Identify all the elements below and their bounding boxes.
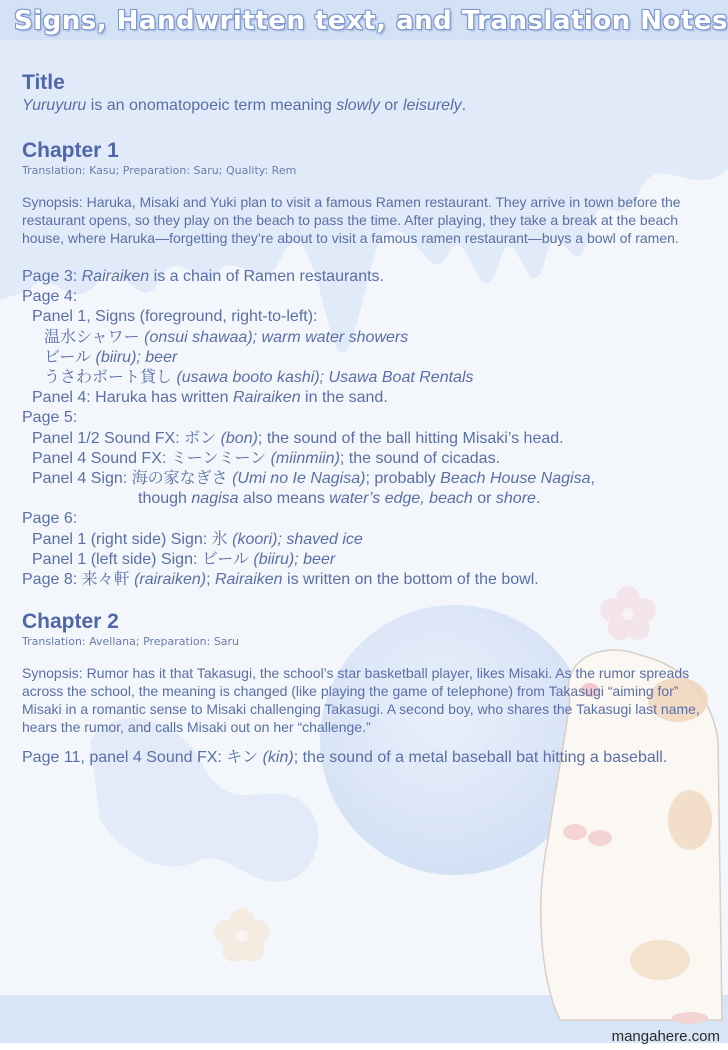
site-watermark: mangahere.com bbox=[611, 1028, 720, 1045]
chapter1-synopsis: Synopsis: Haruka, Misaki and Yuki plan to visit a famous Ramen restaurant. They arrive in town before the restaurant opens, so they play on the beach to pass the time. After playing, they take a break at the beach house, where Haruka—forgetting they’re about to visit a famous ramen restaurant—buys a bowl of ramen. bbox=[22, 194, 681, 246]
chapter1-notes bbox=[22, 267, 722, 590]
page4-panel1: Panel 1, Signs (foreground, right-to-left): bbox=[32, 308, 318, 326]
page6-right-sign: Panel 1 (right side) Sign: 氷 (koori); shaved ice bbox=[32, 530, 363, 548]
title-note: Yuruyuru is an onomatopoeic term meaning slowly or leisurely. bbox=[22, 97, 467, 114]
page6-left-sign: Panel 1 (left side) Sign: ビール (biiru); beer bbox=[32, 550, 336, 568]
page4-label: Page 4: bbox=[22, 288, 78, 306]
notes-content bbox=[22, 70, 722, 768]
chapter2-synopsis: Synopsis: Rumor has it that Takasugi, the school’s star basketball player, likes Misaki. As the rumor spreads across the school, the meaning is changed (like playing the game of telephone) from Takasugi “aiming for” Misaki in a romantic sense to Misaki challenging Takasugi. A second boy, who shares the Takasugi last name, hears the rumor, and calls Misaki out on her “challenge.” bbox=[22, 665, 700, 736]
page6-label: Page 6: bbox=[22, 510, 78, 528]
page5-fx2: Panel 4 Sound FX: ミーンミーン (miinmiin); the sound of cicadas. bbox=[32, 449, 501, 467]
chapter2-credits: Translation: Avellana; Preparation: Saru bbox=[22, 635, 240, 649]
page4-sign2: ビール (biiru); beer bbox=[44, 348, 178, 366]
page3-note: Page 3: Rairaiken is a chain of Ramen restaurants. bbox=[22, 268, 384, 285]
page5-fx1: Panel 1/2 Sound FX: ボン (bon); the sound of the ball hitting Misaki’s head. bbox=[32, 429, 564, 447]
chapter1-credits: Translation: Kasu; Preparation: Saru; Quality: Rem bbox=[22, 164, 297, 177]
page4-sign3: うさわボート貸し (usawa booto kashi); Usawa Boat Rentals bbox=[44, 369, 474, 387]
flower-decoration bbox=[214, 908, 270, 962]
chapter1-heading: Chapter 1 bbox=[22, 139, 119, 162]
page4-sign1: 温水シャワー (onsui shawaa); warm water showers bbox=[44, 328, 409, 346]
title-heading: Title bbox=[22, 71, 65, 94]
chapter2-heading: Chapter 2 bbox=[22, 610, 119, 634]
page4-panel4: Panel 4: Haruka has written Rairaiken in the sand. bbox=[32, 389, 388, 407]
page-title: Signs, Handwritten text, and Translation Notes bbox=[14, 6, 728, 36]
page8-note: Page 8: 来々軒 (rairaiken); Rairaiken is written on the bottom of the bowl. bbox=[22, 571, 539, 589]
page5-label: Page 5: bbox=[22, 409, 78, 427]
page5-sign-cont: though nagisa also means water’s edge, beach or shore. bbox=[138, 490, 541, 508]
page5-sign: Panel 4 Sign: 海の家なぎさ (Umi no Ie Nagisa); probably Beach House Nagisa, bbox=[32, 470, 595, 488]
page11-note: Page 11, panel 4 Sound FX: キン (kin); the sound of a metal baseball bat hitting a baseball. bbox=[22, 749, 668, 767]
